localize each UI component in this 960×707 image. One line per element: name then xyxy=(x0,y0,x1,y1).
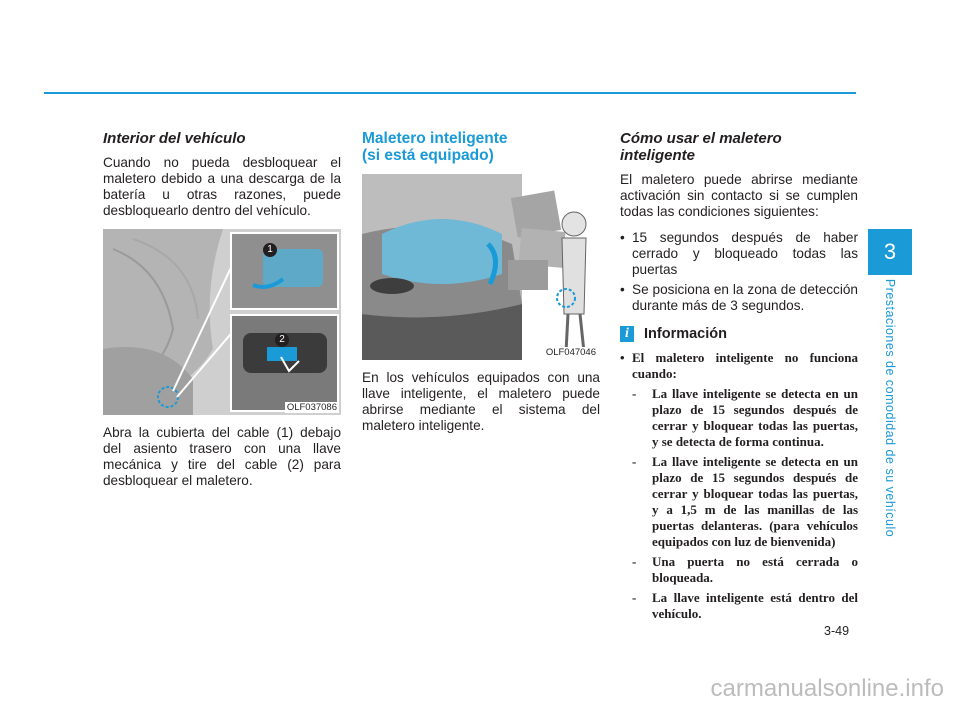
info-title: Información xyxy=(644,326,727,342)
heading-how-to-use-line1: Cómo usar el maletero xyxy=(620,130,782,147)
info-subitem: - La llave inteligente está dentro del vehículo. xyxy=(630,590,858,622)
heading-smart-trunk-line1: Maletero inteligente xyxy=(362,130,508,147)
figure-code: OLF037086 xyxy=(286,402,337,413)
heading-how-to-use-line2: inteligente xyxy=(620,147,696,164)
list-item: • 15 segundos después de haber cerrado y bloqueado todas las puertas xyxy=(620,230,858,278)
heading-interior: Interior del vehículo xyxy=(103,130,246,147)
info-item: • El maletero inteligente no funciona cuando: xyxy=(620,350,858,382)
callout-2: 2 xyxy=(275,333,289,347)
info-icon: i xyxy=(620,326,634,342)
header-rule xyxy=(44,92,856,94)
info-subitem: - Una puerta no está cerrada o bloqueada. xyxy=(630,554,858,586)
chapter-title: Prestaciones de comodidad de su vehículo xyxy=(883,278,897,537)
para-how-to-use: El maletero puede abrirse mediante activación sin contacto si se cumplen todas las condiciones siguientes: xyxy=(620,172,858,219)
figure-code: OLF047046 xyxy=(545,347,596,358)
figure-smart-trunk xyxy=(362,174,600,360)
conditions-list xyxy=(620,230,858,314)
callout-1: 1 xyxy=(263,243,277,257)
heading-how-to-use xyxy=(620,130,858,164)
heading-smart-trunk-line2: (si está equipado) xyxy=(362,147,494,164)
column-smart-trunk xyxy=(362,130,600,444)
chapter-title-vertical xyxy=(876,278,904,537)
para-interior-steps: Abra la cubierta del cable (1) debajo del asiento trasero con una llave mecánica y tire del cable (2) para desbloquear el maletero. xyxy=(103,425,341,488)
column-interior xyxy=(103,130,341,499)
seat-illustration xyxy=(103,229,341,415)
info-subitem: - La llave inteligente se detecta en un plazo de 15 segundos después de cerrar y bloquear todas las puertas, y se detecta de forma continua. xyxy=(630,386,858,450)
column-how-to-use xyxy=(620,130,858,626)
para-smart-trunk: En los vehículos equipados con una llave inteligente, el maletero puede abrirse mediante el sistema del maletero inteligente. xyxy=(362,370,600,433)
chapter-tab: 3 xyxy=(868,229,912,275)
car-trunk-illustration xyxy=(362,174,600,360)
figure-interior-cable xyxy=(103,229,341,415)
page-number: 3-49 xyxy=(824,624,850,638)
info-body xyxy=(620,350,858,622)
para-interior-intro: Cuando no pueda desbloquear el maletero debido a una descarga de la batería u otras razones, puede desbloquearlo dentro del vehículo. xyxy=(103,155,341,218)
info-header xyxy=(620,326,858,342)
heading-smart-trunk xyxy=(362,130,600,164)
list-item: • Se posiciona en la zona de detección durante más de 3 segundos. xyxy=(620,282,858,314)
info-subitem: - La llave inteligente se detecta en un plazo de 15 segundos después de cerrar y bloquear todas las puertas, y a 1,5 m de las manillas de las puertas delanteras. (para vehículos equipados con luz de bienvenida) xyxy=(630,454,858,550)
watermark: carmanualsonline.info xyxy=(710,675,944,702)
